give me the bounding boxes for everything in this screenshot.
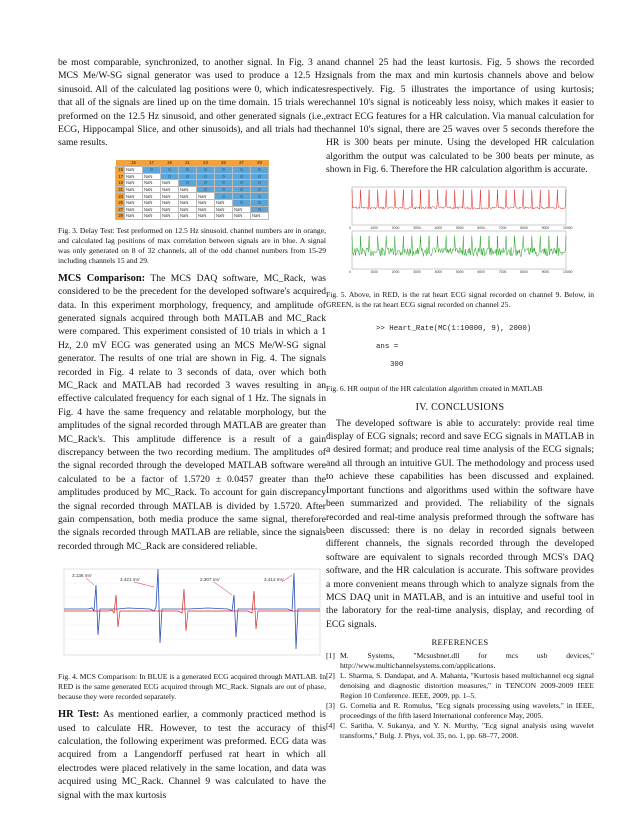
axis-tick-label: 3000 <box>413 269 421 274</box>
rat-ecg-chart <box>326 185 594 279</box>
figure-3-caption: Fig. 3. Delay Test: Test preformed on 12.5 Hz sinusoid. channel numbers are in orange, and calculated lag positions of max correlation between signals are in blue. A signal was only generated on 8 of 32 channels, all of the odd channel numbers from 15-29 including channels 15 and 29. <box>58 225 326 265</box>
table-cell: NaN <box>143 186 161 193</box>
table-cell: 0 <box>233 180 251 187</box>
axis-tick-label: 0 <box>349 269 351 274</box>
table-cell: NaN <box>161 199 179 206</box>
table-row <box>116 193 269 200</box>
table-cell: 0 <box>251 166 269 173</box>
table-cell: NaN <box>125 173 143 180</box>
reference-number: [4] <box>326 721 335 731</box>
table-row <box>116 206 269 213</box>
row-label: 25 <box>116 199 125 206</box>
axis-tick-label: 6000 <box>477 269 485 274</box>
axis-tick-label: 2000 <box>391 225 400 230</box>
axis-tick-label: 5000 <box>456 269 464 274</box>
reference-text: G. Cornelia and R. Romulus, "Ecg signals processing using wavelets," in IEEE, proceedings of the fifth laserd International conference May, 2005. <box>340 701 594 720</box>
reference-number: [2] <box>326 671 335 681</box>
matlab-ans-label: ans = <box>376 342 399 351</box>
reference-item <box>326 701 594 720</box>
table-cell: 0 <box>143 166 161 173</box>
table-cell: NaN <box>125 186 143 193</box>
table-cell: NaN <box>197 206 215 213</box>
table-header-cell: 29 <box>251 160 269 167</box>
table-header-cell: 17 <box>143 160 161 167</box>
table-cell: 0 <box>233 199 251 206</box>
figure-4 <box>58 565 326 702</box>
table-cell: 0 <box>179 166 197 173</box>
table-cell: 0 <box>251 206 269 213</box>
reference-text: C. Saritha, V. Sukanya, and Y. N. Murthy, "Ecg signal analysis using wavelet transforms," Bulg. J. Phys, vol. 35, no. 1, pp. 68–77, 2008. <box>340 721 594 740</box>
table-cell: NaN <box>161 206 179 213</box>
reference-text: L. Sharma, S. Dandapat, and A. Mahanta, "Kurtosis based multichannel ecg signal denoising and diagnostic distortion measures," in TENCON 2009-2009 IEEE Region 10 Conference. IEEE, 2009, pp. 1–5. <box>340 671 594 700</box>
axis-tick-label: 10000 <box>563 225 573 230</box>
ecg-comparison-chart <box>58 565 326 661</box>
figure-5 <box>326 185 594 310</box>
axis-tick-label: 10000 <box>563 269 573 274</box>
table-cell: NaN <box>179 213 197 220</box>
row-label: 21 <box>116 186 125 193</box>
table-cell: 0 <box>251 186 269 193</box>
table-cell: NaN <box>125 166 143 173</box>
axis-tick-label: 1000 <box>370 269 378 274</box>
figure-4-caption: Fig. 4. MCS Comparison: In BLUE is a generated ECG acquired through MATLAB. In RED is the same generated ECG acquired through MC_Rack. Signals are out of phase, because they were recorded separately. <box>58 672 326 702</box>
delay-test-table <box>115 160 269 220</box>
table-cell: NaN <box>143 206 161 213</box>
amp-label-c: 2.307 mV <box>200 577 220 583</box>
table-cell: 0 <box>215 193 233 200</box>
figure-6 <box>326 318 594 394</box>
row-label: 29 <box>116 213 125 220</box>
table-cell: NaN <box>233 213 251 220</box>
table-cell: 0 <box>233 193 251 200</box>
reference-number: [3] <box>326 701 335 711</box>
conclusions-paragraph: The developed software is able to accurately: provide real time display of ECG signals; record and save ECG signals in MATLAB in a desired format; and produce real time analysis of the ECG signals; and all through an intuitive GUI. The methodology and process used to achieve these capabilities has been discussed and explained. Important functions and algorithms used within the software have been summarized and provided. The reliability of the signals recorded and real-time analysis preformed through the software has been discussed: there is no delay in recorded signals between different channels, the signals recorded through the developed software are equivalent to signals recorded through MCS's DAQ software, and the HR calculation is accurate. This software provides a more convenient means through which to analyze signals from the MCS DAQ unit in MATLAB, and is an intuitive and useful tool in the laboratory for the real-time analysis, display, and recording of ECG signals. <box>326 417 594 630</box>
table-cell: NaN <box>233 206 251 213</box>
axis-tick-label: 8000 <box>520 269 528 274</box>
reference-number: [1] <box>326 651 335 661</box>
amp-label-a: 3.136 mV <box>72 573 92 579</box>
figure-5-caption: Fig. 5. Above, in RED, is the rat heart ECG signal recorded on channel 9. Below, in GREEN, is the rat heart ECG signal recorded on channel 25. <box>326 289 594 309</box>
axis-tick-label: 5000 <box>456 225 464 230</box>
reference-item <box>326 721 594 740</box>
amp-label-b: 3.421 mV <box>120 577 140 583</box>
table-cell: NaN <box>179 206 197 213</box>
table-cell: 0 <box>215 180 233 187</box>
table-cell: NaN <box>161 213 179 220</box>
axis-tick-label: 3000 <box>413 225 421 230</box>
reference-text: M. Systems, "Mcsusbnet.dll for mcs usb devices," http://www.multichannelsystems.com/applications. <box>340 651 594 670</box>
table-cell: NaN <box>143 193 161 200</box>
table-header-cell: 25 <box>215 160 233 167</box>
left-column <box>58 56 326 802</box>
kurtosis-paragraph: and channel 25 had the least kurtosis. Fig. 5 shows the recorded signals from the max and min kurtosis channels above and below respectively. Fig. 5 illustrates the importance of using kurtosis; channel 10's signal is noticeably less noisy, which makes it easier to extract ECG features for a HR calculation. Via manual calculation for channel 10's signal, there are 25 waves over 5 seconds therefore the HR is 300 beats per minute. Using the developed HR calculation algorithm the output was calculated to be 300 beats per minute, as shown in Fig. 6. Therefore the HR calculation algorithm is accurate. <box>326 57 594 176</box>
figure-3 <box>58 160 326 266</box>
table-cell: 0 <box>233 186 251 193</box>
table-row <box>116 213 269 220</box>
table-cell: NaN <box>125 199 143 206</box>
matlab-output <box>326 318 594 376</box>
row-label: 23 <box>116 193 125 200</box>
amp-label-d: 3.412 mV <box>264 577 284 583</box>
table-cell: NaN <box>161 186 179 193</box>
axis-tick-label: 6000 <box>477 225 485 230</box>
table-row <box>116 173 269 180</box>
table-header-cell: 15 <box>125 160 143 167</box>
references-list <box>326 651 594 740</box>
table-cell: 0 <box>215 186 233 193</box>
table-cell: 0 <box>197 173 215 180</box>
table-cell: 0 <box>161 173 179 180</box>
mcs-comparison-paragraph <box>58 272 326 554</box>
table-cell: 0 <box>179 173 197 180</box>
axis-tick-label: 4000 <box>434 269 443 274</box>
table-header-cell: 23 <box>197 160 215 167</box>
right-column <box>326 56 594 742</box>
row-label: 15 <box>116 166 125 173</box>
table-cell: NaN <box>161 180 179 187</box>
axis-tick-label: 7000 <box>498 269 507 274</box>
table-row <box>116 166 269 173</box>
hr-test-paragraph <box>58 708 326 802</box>
table-cell: 0 <box>197 166 215 173</box>
table-cell: NaN <box>125 180 143 187</box>
table-header-cell: 19 <box>161 160 179 167</box>
reference-item <box>326 651 594 670</box>
figure-6-caption: Fig. 6. HR output of the HR calculation algorithm created in MATLAB <box>326 383 543 393</box>
table-header-cell: 27 <box>233 160 251 167</box>
table-cell: NaN <box>143 199 161 206</box>
row-label: 19 <box>116 180 125 187</box>
table-cell: NaN <box>179 199 197 206</box>
table-cell: NaN <box>215 206 233 213</box>
table-cell: 0 <box>197 180 215 187</box>
table-cell: 0 <box>215 173 233 180</box>
hr-test-heading: HR Test: <box>58 709 100 721</box>
reference-item <box>326 671 594 700</box>
mcs-comparison-heading: MCS Comparison: <box>58 272 146 284</box>
conclusions-heading: IV. CONCLUSIONS <box>415 401 505 413</box>
table-header-cell: 21 <box>179 160 197 167</box>
axis-tick-label: 2000 <box>391 269 400 274</box>
row-label: 17 <box>116 173 125 180</box>
table-cell: 0 <box>251 180 269 187</box>
matlab-ans-value: 300 <box>390 360 404 369</box>
intro-paragraph: be most comparable, synchronized, to another signal. In Fig. 3 an MCS Me/W-SG signal generator was used to produce a 12.5 Hz sinusoid. All of the calculated lag positions were 0, which indicates that all of the signals are lined up on the time domain. 15 trials were preformed on the 12.5 Hz sinusoid, and other generated signals (i.e., ECG, Hippocampal Slice, and other sinusoids), and all trials had the same results. <box>58 57 326 149</box>
mcs-comparison-text: The MCS DAQ software, MC_Rack, was considered to be the precedent for the developed software's acquired data. In this experiment morphology, frequency, and amplitude of generated signals acquired through both MATLAB and MC_Rack were compared. This experiment consisted of 10 trials in which a 1 Hz, 2.0 mV ECG was generated using an MCS Me/W-SG signal generator. The results of one trial are shown in Fig. 4. The signals recorded in Fig. 4 relate to 3 seconds of data, over which both MC_Rack and MATLAB had recorded 3 waves resulting in an effective calculated frequency for each signal of 1 Hz. The signals in Fig. 4 have the same frequency and relatable morphology, but the amplitudes of the signal recorded through MATLAB are greater than MC_Rack's. This amplitude difference is a result of a gain discrepancy between the two recording medium. The amplitudes of the signal recorded through the developed MATLAB software were calculated to be a factor of 1.5720 ± 0.0457 greater than the amplitudes produced by MC_Rack. To account for gain discrepancy the signal recorded through MATLAB is divided by 1.5720. After gain compensation, both media produce the same signal, therefore the signals recorded through MATLAB are reliable, since the signals recorded through MC_Rack are considered reliable. <box>58 272 326 552</box>
table-cell: NaN <box>179 186 197 193</box>
hr-test-text: As mentioned earlier, a commonly practiced method is used to calculate HR. However, to test the accuracy of this calculation, the following experiment was preformed. ECG data was acquired from a Langendorff perfused rat heart in which all electrodes were placed relatively in the same location, and data was acquired using MC_Rack. Channel 9 was calculated to have the signal with the max kurtosis <box>58 709 326 801</box>
table-cell: 0 <box>161 166 179 173</box>
table-cell: NaN <box>125 193 143 200</box>
table-cell: NaN <box>197 199 215 206</box>
axis-tick-label: 9000 <box>541 225 550 230</box>
table-cell: NaN <box>125 213 143 220</box>
table-cell: NaN <box>179 193 197 200</box>
axis-tick-label: 8000 <box>520 225 528 230</box>
table-cell: NaN <box>251 213 269 220</box>
table-cell: NaN <box>197 193 215 200</box>
axis-tick-label: 1000 <box>370 225 378 230</box>
table-cell: NaN <box>215 199 233 206</box>
table-row <box>116 186 269 193</box>
references-heading: REFERENCES <box>431 637 489 648</box>
axis-tick-label: 0 <box>349 225 351 230</box>
table-cell: 0 <box>197 186 215 193</box>
table-cell: 0 <box>251 199 269 206</box>
table-cell: NaN <box>197 213 215 220</box>
matlab-command: >> Heart_Rate(MC(1:10000, 9), 2000) <box>376 324 532 333</box>
table-row <box>116 199 269 206</box>
axis-tick-label: 9000 <box>541 269 550 274</box>
table-row <box>116 180 269 187</box>
table-cell: NaN <box>125 206 143 213</box>
table-cell: 0 <box>179 180 197 187</box>
axis-tick-label: 7000 <box>498 225 507 230</box>
table-cell: NaN <box>161 193 179 200</box>
table-cell: 0 <box>215 166 233 173</box>
table-cell: NaN <box>143 213 161 220</box>
axis-tick-label: 4000 <box>434 225 443 230</box>
table-cell: 0 <box>233 173 251 180</box>
table-cell: 0 <box>251 173 269 180</box>
table-cell: NaN <box>215 213 233 220</box>
row-label: 27 <box>116 206 125 213</box>
table-cell: NaN <box>143 180 161 187</box>
table-cell: 0 <box>251 193 269 200</box>
table-cell: 0 <box>233 166 251 173</box>
table-cell: NaN <box>143 173 161 180</box>
